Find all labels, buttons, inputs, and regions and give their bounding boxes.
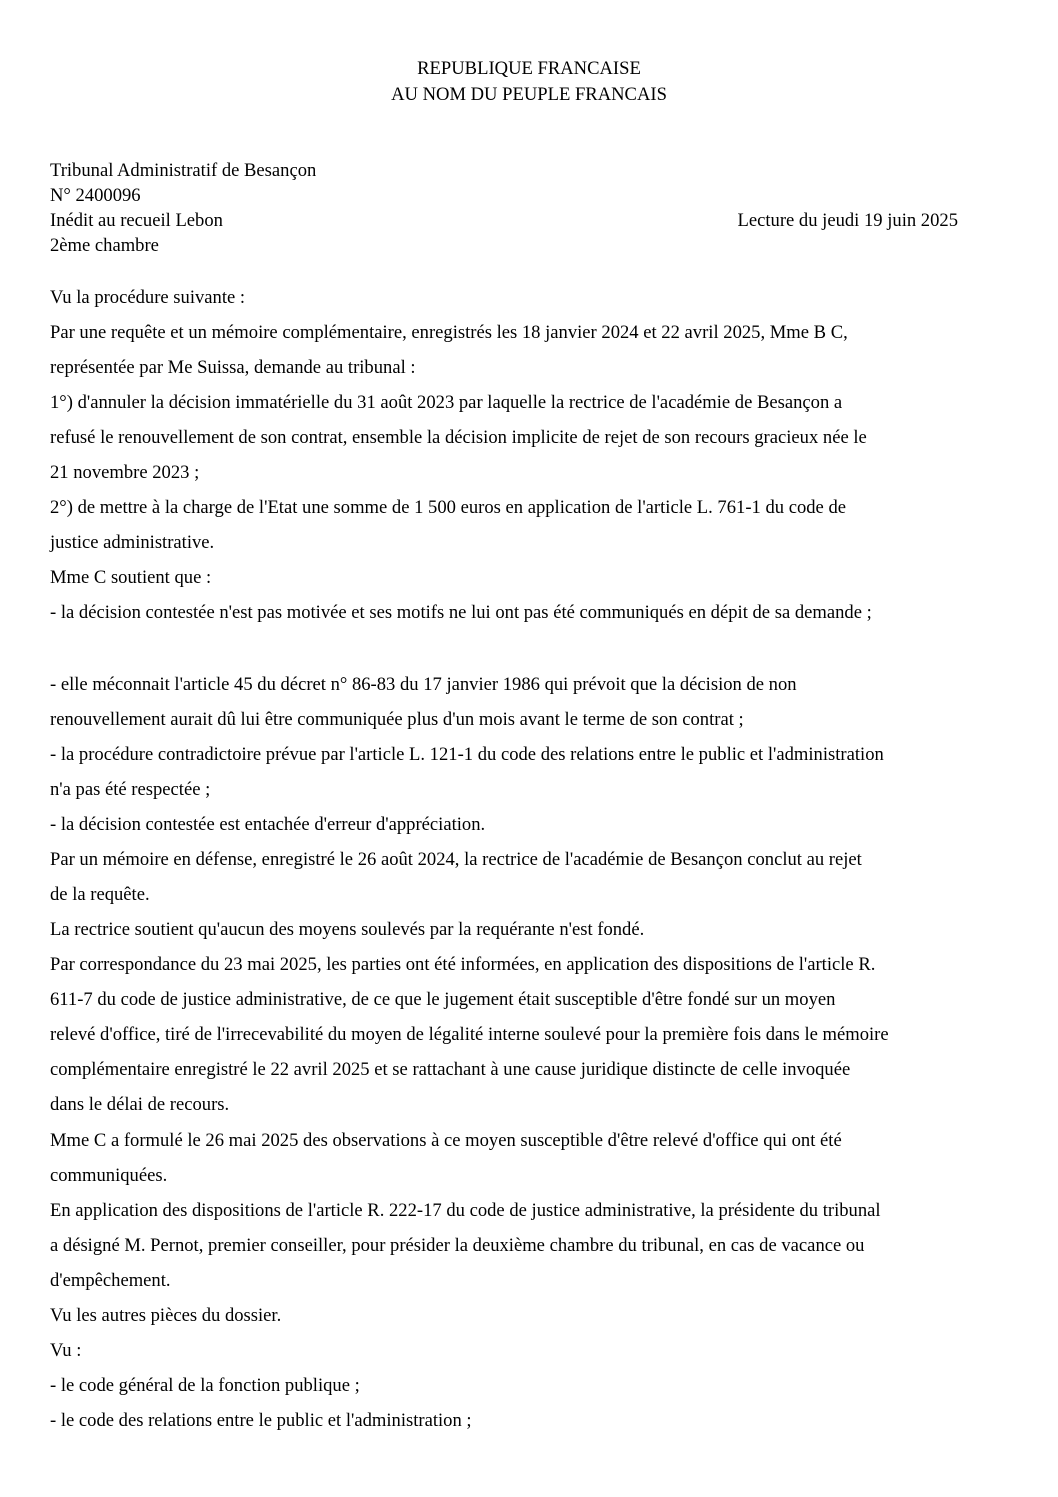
- body-line: Par une requête et un mémoire complémentaire, enregistrés les 18 janvier 2024 et 22 avril 2025, Mme B C,: [50, 322, 848, 343]
- body-line: En application des dispositions de l'article R. 222-17 du code de justice administrative, la présidente du tribunal: [50, 1200, 881, 1221]
- body-line: Par un mémoire en défense, enregistré le 26 août 2024, la rectrice de l'académie de Besançon conclut au rejet: [50, 849, 862, 870]
- body-line: n'a pas été respectée ;: [50, 779, 211, 800]
- case-number: N° 2400096: [50, 185, 141, 206]
- body-line: justice administrative.: [50, 532, 215, 553]
- body-line: - le code des relations entre le public et l'administration ;: [50, 1410, 472, 1431]
- body-line: - la décision contestée est entachée d'erreur d'appréciation.: [50, 814, 486, 835]
- reading-date: Lecture du jeudi 19 juin 2025: [737, 210, 958, 231]
- body-line: refusé le renouvellement de son contrat, ensemble la décision implicite de rejet de son recours gracieux née le: [50, 427, 867, 448]
- body-line: Vu les autres pièces du dossier.: [50, 1305, 282, 1326]
- body-line: Mme C a formulé le 26 mai 2025 des observations à ce moyen susceptible d'être relevé d'office qui ont été: [50, 1130, 842, 1151]
- body-line: 611-7 du code de justice administrative, de ce que le jugement était susceptible d'être fondé sur un moyen: [50, 989, 836, 1010]
- body-line: - le code général de la fonction publique ;: [50, 1375, 360, 1396]
- body-line: dans le délai de recours.: [50, 1094, 230, 1115]
- chamber: 2ème chambre: [50, 235, 159, 256]
- body-line: Vu la procédure suivante :: [50, 287, 246, 308]
- body-line: d'empêchement.: [50, 1270, 171, 1291]
- body-line: Par correspondance du 23 mai 2025, les parties ont été informées, en application des dispositions de l'article R.: [50, 954, 876, 975]
- body-line: a désigné M. Pernot, premier conseiller, pour présider la deuxième chambre du tribunal, en cas de vacance ou: [50, 1235, 865, 1256]
- body-line: communiquées.: [50, 1165, 168, 1186]
- body-line: - la procédure contradictoire prévue par l'article L. 121-1 du code des relations entre le public et l'administration: [50, 744, 884, 765]
- body-line: Mme C soutient que :: [50, 567, 212, 588]
- body-line: - la décision contestée n'est pas motivée et ses motifs ne lui ont pas été communiqués en dépit de sa demande ;: [50, 602, 872, 623]
- body-line: 1°) d'annuler la décision immatérielle du 31 août 2023 par laquelle la rectrice de l'académie de Besançon a: [50, 392, 843, 413]
- header-people: AU NOM DU PEUPLE FRANCAIS: [391, 84, 667, 105]
- body-line: Vu :: [50, 1340, 82, 1361]
- body-line: de la requête.: [50, 884, 150, 905]
- header-republic: REPUBLIQUE FRANCAISE: [417, 58, 641, 79]
- body-line: relevé d'office, tiré de l'irrecevabilité du moyen de légalité interne soulevé pour la première fois dans le mémoire: [50, 1024, 889, 1045]
- body-line: 2°) de mettre à la charge de l'Etat une somme de 1 500 euros en application de l'article L. 761-1 du code de: [50, 497, 846, 518]
- body-line: complémentaire enregistré le 22 avril 2025 et se rattachant à une cause juridique distincte de celle invoquée: [50, 1059, 851, 1080]
- body-line: renouvellement aurait dû lui être communiquée plus d'un mois avant le terme de son contrat ;: [50, 709, 744, 730]
- publication-status: Inédit au recueil Lebon: [50, 210, 223, 231]
- body-line: 21 novembre 2023 ;: [50, 462, 200, 483]
- body-line: représentée par Me Suissa, demande au tribunal :: [50, 357, 416, 378]
- body-line: La rectrice soutient qu'aucun des moyens soulevés par la requérante n'est fondé.: [50, 919, 645, 940]
- body-line: - elle méconnait l'article 45 du décret n° 86-83 du 17 janvier 1986 qui prévoit que la décision de non: [50, 674, 797, 695]
- court-name: Tribunal Administratif de Besançon: [50, 160, 317, 181]
